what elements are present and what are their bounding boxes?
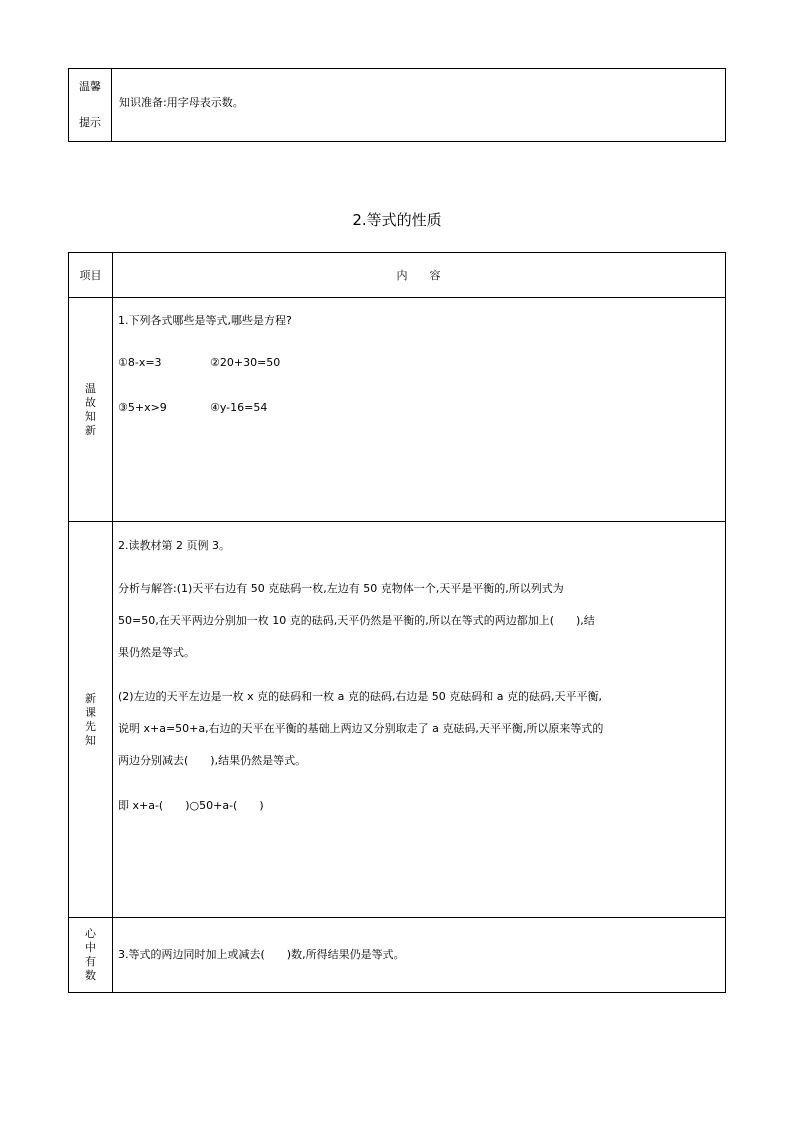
row3-label	[69, 918, 112, 992]
equation-item: ②20+30=50	[210, 356, 281, 369]
row3-label-char: 有	[85, 955, 96, 968]
header-item-label: 项目	[79, 269, 102, 282]
tip-label-line1: 温馨	[79, 80, 101, 93]
row2-label-char: 先	[85, 719, 96, 733]
row3-label-char: 心	[85, 927, 96, 940]
header-content-label: 内 容	[396, 269, 441, 282]
row1-label-char: 故	[85, 395, 96, 409]
question-1-intro: 1.下列各式哪些是等式,哪些是方程?	[118, 314, 292, 327]
analysis-line: 果仍然是等式。	[118, 646, 195, 659]
row2-divider	[69, 917, 725, 918]
header-divider	[69, 297, 725, 298]
analysis-line: 说明 x+a=50+a,右边的天平在平衡的基础上两边又分别取走了 a 克砝码,天平平衡,所以原来等式的	[118, 722, 604, 735]
row3-label-char: 数	[85, 969, 96, 982]
row2-label-char: 课	[85, 705, 96, 719]
row3-label-char: 中	[85, 941, 96, 954]
tip-box	[68, 68, 726, 142]
equation-blank-line: 即 x+a-( )○50+a-( )	[118, 799, 264, 812]
row1-divider	[69, 521, 725, 522]
row1-label	[69, 298, 112, 521]
analysis-line: 分析与解答:(1)天平右边有 50 克砝码一枚,左边有 50 克物体一个,天平是平衡的,所以列式为	[118, 582, 564, 595]
tip-box-divider	[111, 69, 112, 141]
row1-label-char: 温	[85, 381, 96, 395]
equation-item: ④y-16=54	[210, 401, 268, 414]
question-3: 3.等式的两边同时加上或减去( )数,所得结果仍是等式。	[118, 948, 405, 961]
analysis-line: 50=50,在天平两边分别加一枚 10 克的砝码,天平仍然是平衡的,所以在等式的两边都加上( ),结	[118, 614, 595, 627]
table-column-divider	[112, 253, 113, 992]
tip-label-line2: 提示	[79, 116, 101, 129]
equation-item: ③5+x>9	[118, 401, 167, 414]
section-title: 2.等式的性质	[352, 211, 442, 229]
analysis-line: (2)左边的天平左边是一枚 x 克的砝码和一枚 a 克的砝码,右边是 50 克砝码和 a 克的砝码,天平平衡,	[118, 690, 603, 703]
question-2-intro: 2.读教材第 2 页例 3。	[118, 539, 230, 552]
equation-item: ①8-x=3	[118, 356, 162, 369]
row1-label-char: 新	[85, 423, 96, 437]
row2-label	[69, 522, 112, 917]
row2-label-char: 新	[85, 691, 96, 705]
row2-label-char: 知	[85, 733, 96, 747]
tip-content: 知识准备:用字母表示数。	[119, 96, 244, 109]
tip-label	[69, 69, 111, 141]
row1-label-char: 知	[85, 409, 96, 423]
analysis-line: 两边分别减去( ),结果仍然是等式。	[118, 754, 307, 767]
